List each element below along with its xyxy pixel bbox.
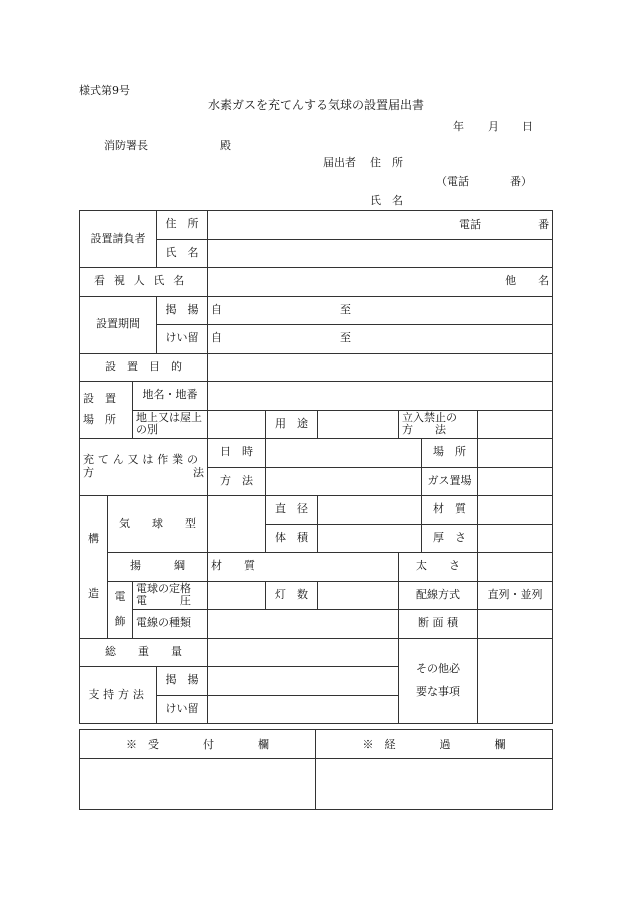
date-day: 日 (522, 120, 533, 133)
location-label (80, 382, 133, 439)
other-label-top: その他必 (416, 662, 461, 676)
thickness-label: 厚 さ (422, 524, 478, 553)
period-label: 設置期間 (80, 296, 157, 353)
ground-roof-field[interactable] (208, 410, 266, 439)
date-year: 年 (453, 120, 464, 133)
elec-label-top: 電 (114, 589, 126, 603)
period-hold-label: けい留 (157, 325, 208, 354)
balloon-type-field[interactable] (208, 496, 266, 553)
fill-method-label (80, 439, 208, 496)
rating-label (133, 581, 208, 610)
support-label: 支持方法 (80, 667, 157, 724)
elec-label-bottom: 飾 (114, 614, 126, 628)
watcher-others: 他 名 (505, 274, 550, 288)
wire-type-field[interactable] (208, 610, 399, 639)
diameter-field[interactable] (318, 496, 422, 525)
total-weight-label: 総 重 量 (80, 638, 208, 667)
fill-method-label-bottom-2: 法 (193, 466, 205, 479)
other-field[interactable] (478, 638, 553, 724)
diameter-label: 直 径 (266, 496, 318, 525)
location-label-bottom: 場 所 (83, 413, 116, 426)
reception-header: ※ 受 付 欄 (80, 730, 316, 759)
lot-field[interactable] (208, 382, 553, 411)
wiring-option[interactable]: 直列・並列 (478, 581, 553, 610)
addressee-chief: 消防署長 (104, 139, 148, 152)
contractor-name-field[interactable] (208, 239, 553, 268)
submitter-phone-open: （電話 (436, 175, 469, 188)
period-hold-field[interactable] (208, 325, 553, 354)
steel-label: 揚 綱 (108, 553, 208, 582)
balloon-type-label: 気 球 型 (108, 496, 208, 553)
support-raise-field[interactable] (208, 667, 399, 696)
contractor-address-label: 住 所 (157, 211, 208, 240)
gas-storage-label: ガス置場 (422, 467, 478, 496)
progress-header: ※ 経 過 欄 (316, 730, 553, 759)
purpose-label: 設 置 目 的 (80, 353, 208, 382)
rating-label-top: 電球の定格 (136, 581, 191, 595)
volume-field[interactable] (318, 524, 422, 553)
support-raise-label: 掲 揚 (157, 667, 208, 696)
material-label: 材 質 (422, 496, 478, 525)
method-label: 方 法 (208, 467, 266, 496)
location-label-top: 設 置 (83, 392, 116, 406)
lamp-count-label: 灯 数 (266, 581, 318, 610)
contractor-label: 設置請負者 (80, 211, 157, 268)
structure-label (80, 496, 108, 639)
steel-thickness-label: 太 さ (399, 553, 478, 582)
no-entry-field[interactable] (478, 410, 553, 439)
contractor-phone-ban: 番 (538, 217, 550, 231)
lot-label: 地名・地番 (133, 382, 208, 411)
date-month: 月 (488, 120, 499, 133)
lamp-count-field[interactable] (318, 581, 399, 610)
addressee-honorific: 殿 (220, 139, 231, 152)
period-raise-from: 自 (211, 302, 223, 316)
gas-storage-field[interactable] (478, 467, 553, 496)
thickness-field[interactable] (478, 524, 553, 553)
use-label: 用 途 (266, 410, 318, 439)
contractor-name-label: 氏 名 (157, 239, 208, 268)
contractor-phone-label: 電話 (459, 217, 482, 231)
no-entry-label-bottom: 方 法 (402, 423, 447, 437)
cross-section-field[interactable] (478, 610, 553, 639)
steel-thickness-field[interactable] (478, 553, 553, 582)
fill-method-label-top: 充てん又は作業の (83, 453, 202, 467)
watcher-label: 看視人氏名 (80, 268, 208, 297)
place-field[interactable] (478, 439, 553, 468)
fill-method-label-bottom-1: 方 (83, 466, 94, 479)
cross-section-label: 断 面 積 (399, 610, 478, 639)
no-entry-label (399, 410, 478, 439)
support-hold-label: けい留 (157, 695, 208, 724)
place-label: 場 所 (422, 439, 478, 468)
submitter-name-label: 氏 名 (370, 194, 403, 207)
datetime-label: 日 時 (208, 439, 266, 468)
period-raise-label: 掲 揚 (157, 296, 208, 325)
elec-label (108, 581, 133, 638)
period-raise-to: 至 (340, 302, 352, 316)
wire-type-label: 電線の種類 (133, 610, 208, 639)
rating-label-bottom: 電 圧 (136, 594, 191, 608)
period-hold-to: 至 (340, 331, 352, 345)
structure-label-top: 構 (88, 532, 99, 546)
support-hold-field[interactable] (208, 695, 399, 724)
structure-label-bottom: 造 (88, 586, 99, 600)
form-title: 水素ガスを充てんする気球の設置届出書 (208, 98, 425, 112)
period-raise-field[interactable] (208, 296, 553, 325)
period-hold-from: 自 (211, 331, 223, 345)
wiring-label: 配線方式 (399, 581, 478, 610)
purpose-field[interactable] (208, 353, 553, 382)
method-field[interactable] (266, 467, 422, 496)
volume-label: 体 積 (266, 524, 318, 553)
contractor-address-field[interactable] (208, 211, 553, 240)
other-label-bottom: 要な事項 (416, 684, 461, 698)
ground-roof-label: 地上又は屋上の別 (133, 410, 208, 439)
reception-field[interactable] (80, 759, 316, 810)
other-label (399, 638, 478, 724)
datetime-field[interactable] (266, 439, 422, 468)
progress-field[interactable] (316, 759, 553, 810)
steel-material-label: 材 質 (211, 559, 256, 573)
rating-field[interactable] (208, 581, 266, 610)
use-field[interactable] (318, 410, 399, 439)
office-use-table (79, 729, 553, 810)
submitter-address-label: 住 所 (370, 156, 403, 169)
application-table (79, 210, 553, 724)
steel-material-field[interactable] (208, 553, 399, 582)
material-field[interactable] (478, 496, 553, 525)
submitter-label: 届出者 (323, 156, 356, 169)
watcher-field[interactable] (208, 268, 553, 297)
submitter-phone-close: 番） (510, 175, 532, 188)
total-weight-field[interactable] (208, 638, 399, 667)
no-entry-label-top: 立入禁止の (402, 410, 458, 424)
form-number: 様式第9号 (79, 84, 130, 97)
